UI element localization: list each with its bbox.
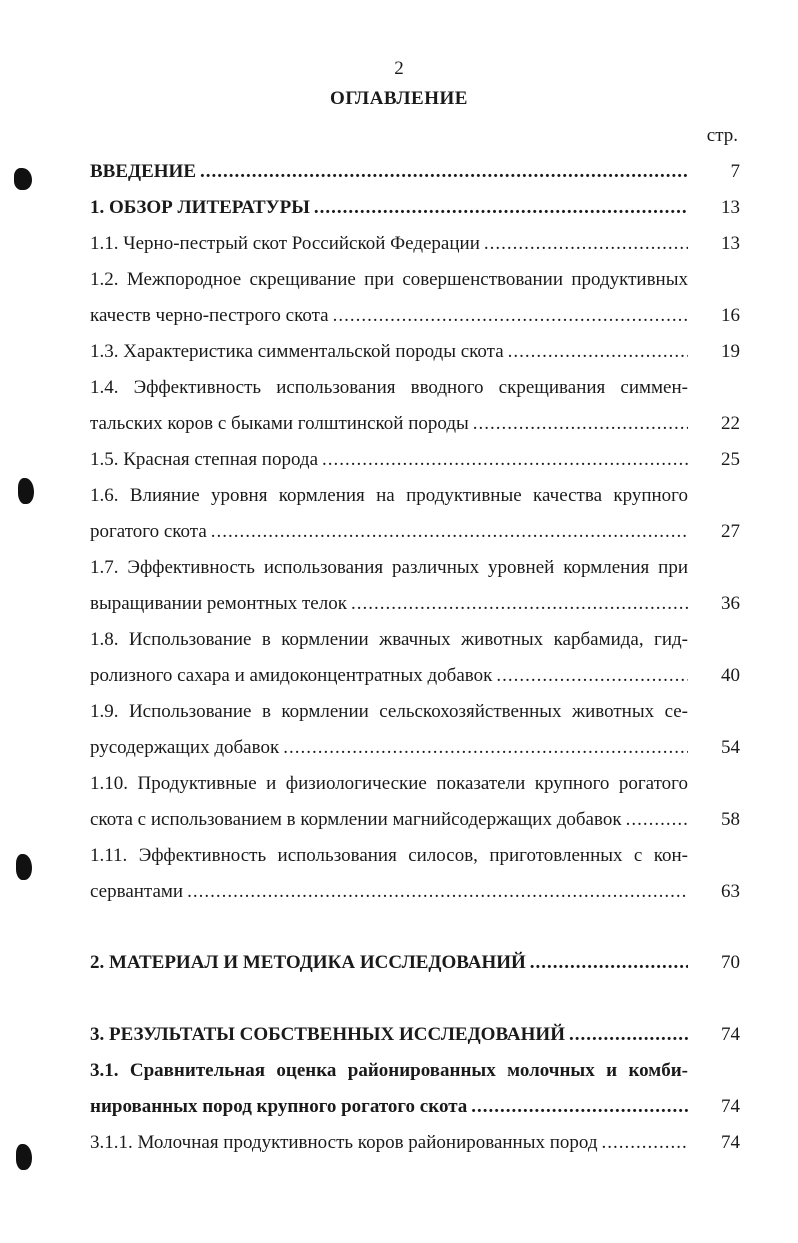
- toc-entry[interactable]: [90, 302, 688, 330]
- toc-entry-page: 70: [721, 952, 740, 973]
- toc-entry-text: ролизного сахара и амидоконцентратных добавок: [90, 665, 493, 686]
- toc-entry-page: 25: [721, 449, 740, 470]
- toc-entry[interactable]: [90, 518, 688, 546]
- toc-entry-page: 40: [721, 665, 740, 686]
- toc-entry-text: 3.1. Сравнительная оценка районированных молочных и комби-: [90, 1060, 688, 1081]
- scan-mark: [14, 168, 32, 190]
- toc-entry[interactable]: [90, 410, 688, 438]
- toc-entry-page: 13: [721, 233, 740, 254]
- toc-entry-text: 1.10. Продуктивные и физиологические показатели крупного рогатого: [90, 773, 688, 794]
- toc-entry[interactable]: [90, 949, 688, 977]
- toc-entry-page: 54: [721, 737, 740, 758]
- toc-entry-page: 19: [721, 341, 740, 362]
- toc-entry[interactable]: [90, 266, 688, 294]
- toc-entry[interactable]: [90, 770, 688, 798]
- toc-entry-page: 74: [721, 1096, 740, 1117]
- toc-entry[interactable]: [90, 194, 688, 222]
- toc-entry[interactable]: [90, 446, 688, 474]
- toc-entry-text: сервантами: [90, 881, 184, 902]
- toc-entry[interactable]: [90, 842, 688, 870]
- toc-entry-page: 13: [721, 197, 740, 218]
- toc-entry[interactable]: [90, 662, 688, 690]
- toc-entry-page: 63: [721, 881, 740, 902]
- toc-entry-text: выращивании ремонтных телок: [90, 593, 347, 614]
- toc-entry-text: 1.7. Эффективность использования различных уровней кормления при: [90, 557, 688, 578]
- toc-entry-text: 1.6. Влияние уровня кормления на продуктивные качества крупного: [90, 485, 688, 506]
- page-column-label: стр.: [706, 125, 738, 146]
- toc-entry-text: скота с использованием в кормлении магнийсодержащих добавок: [90, 809, 622, 830]
- toc-entry[interactable]: [90, 482, 688, 510]
- toc-entry-text: 1.9. Использование в кормлении сельскохозяйственных животных се-: [90, 701, 688, 722]
- toc-entry[interactable]: [90, 374, 688, 402]
- toc-entry[interactable]: [90, 806, 688, 834]
- toc-entry-text: 2. МАТЕРИАЛ И МЕТОДИКА ИССЛЕДОВАНИЙ: [90, 952, 526, 973]
- toc-entry-text: 1.2. Межпородное скрещивание при совершенствовании продуктивных: [90, 269, 688, 290]
- toc-entry[interactable]: [90, 1093, 688, 1121]
- toc-entry[interactable]: [90, 626, 688, 654]
- toc-entry-text: 1.8. Использование в кормлении жвачных животных карбамида, гид-: [90, 629, 688, 650]
- scan-mark: [18, 478, 34, 504]
- toc-entry-page: 58: [721, 809, 740, 830]
- toc-entry[interactable]: [90, 158, 688, 186]
- scan-mark: [16, 1144, 32, 1170]
- toc-entry-text: 1.4. Эффективность использования вводного скрещивания симмен-: [90, 377, 688, 398]
- toc-entry-page: 27: [721, 521, 740, 542]
- toc-entry-page: 74: [721, 1132, 740, 1153]
- toc-entry-text: русодержащих добавок: [90, 737, 280, 758]
- toc-entry-text: рогатого скота: [90, 521, 207, 542]
- toc-entry[interactable]: [90, 338, 688, 366]
- toc-entry-page: 36: [721, 593, 740, 614]
- toc-entry[interactable]: [90, 590, 688, 618]
- toc-entry-page: 74: [721, 1024, 740, 1045]
- toc-entry-text: качеств черно-пестрого скота: [90, 305, 329, 326]
- toc-entry-text: 1.1. Черно-пестрый скот Российской Федерации: [90, 233, 480, 254]
- scan-mark: [16, 854, 32, 880]
- toc-entry-text: 1.11. Эффективность использования силосов, приготовленных с кон-: [90, 845, 688, 866]
- toc-entry-text: 3. РЕЗУЛЬТАТЫ СОБСТВЕННЫХ ИССЛЕДОВАНИЙ: [90, 1024, 565, 1045]
- page-title: ОГЛАВЛЕНИЕ: [330, 88, 468, 109]
- toc-entry-page: 7: [730, 161, 740, 182]
- toc-entry[interactable]: [90, 1057, 688, 1085]
- toc-entry[interactable]: [90, 1129, 688, 1157]
- toc-entry[interactable]: [90, 554, 688, 582]
- toc-entry-text: 1.3. Характеристика симментальской породы скота: [90, 341, 504, 362]
- toc-entry-page: 16: [721, 305, 740, 326]
- toc-entry[interactable]: [90, 698, 688, 726]
- toc-entry[interactable]: [90, 734, 688, 762]
- toc-entry[interactable]: [90, 230, 688, 258]
- toc-entry[interactable]: [90, 878, 688, 906]
- toc-entry[interactable]: [90, 1021, 688, 1049]
- toc-entry-text: 3.1.1. Молочная продуктивность коров районированных пород: [90, 1132, 598, 1153]
- toc-entry-text: нированных пород крупного рогатого скота: [90, 1096, 468, 1117]
- toc-entry-text: тальских коров с быками голштинской породы: [90, 413, 469, 434]
- toc-entry-page: 22: [721, 413, 740, 434]
- toc-entry-text: ВВЕДЕНИЕ: [90, 161, 196, 182]
- page-number: 2: [394, 58, 404, 79]
- toc-entry-text: 1.5. Красная степная порода: [90, 449, 319, 470]
- toc-entry-text: 1. ОБЗОР ЛИТЕРАТУРЫ: [90, 197, 310, 218]
